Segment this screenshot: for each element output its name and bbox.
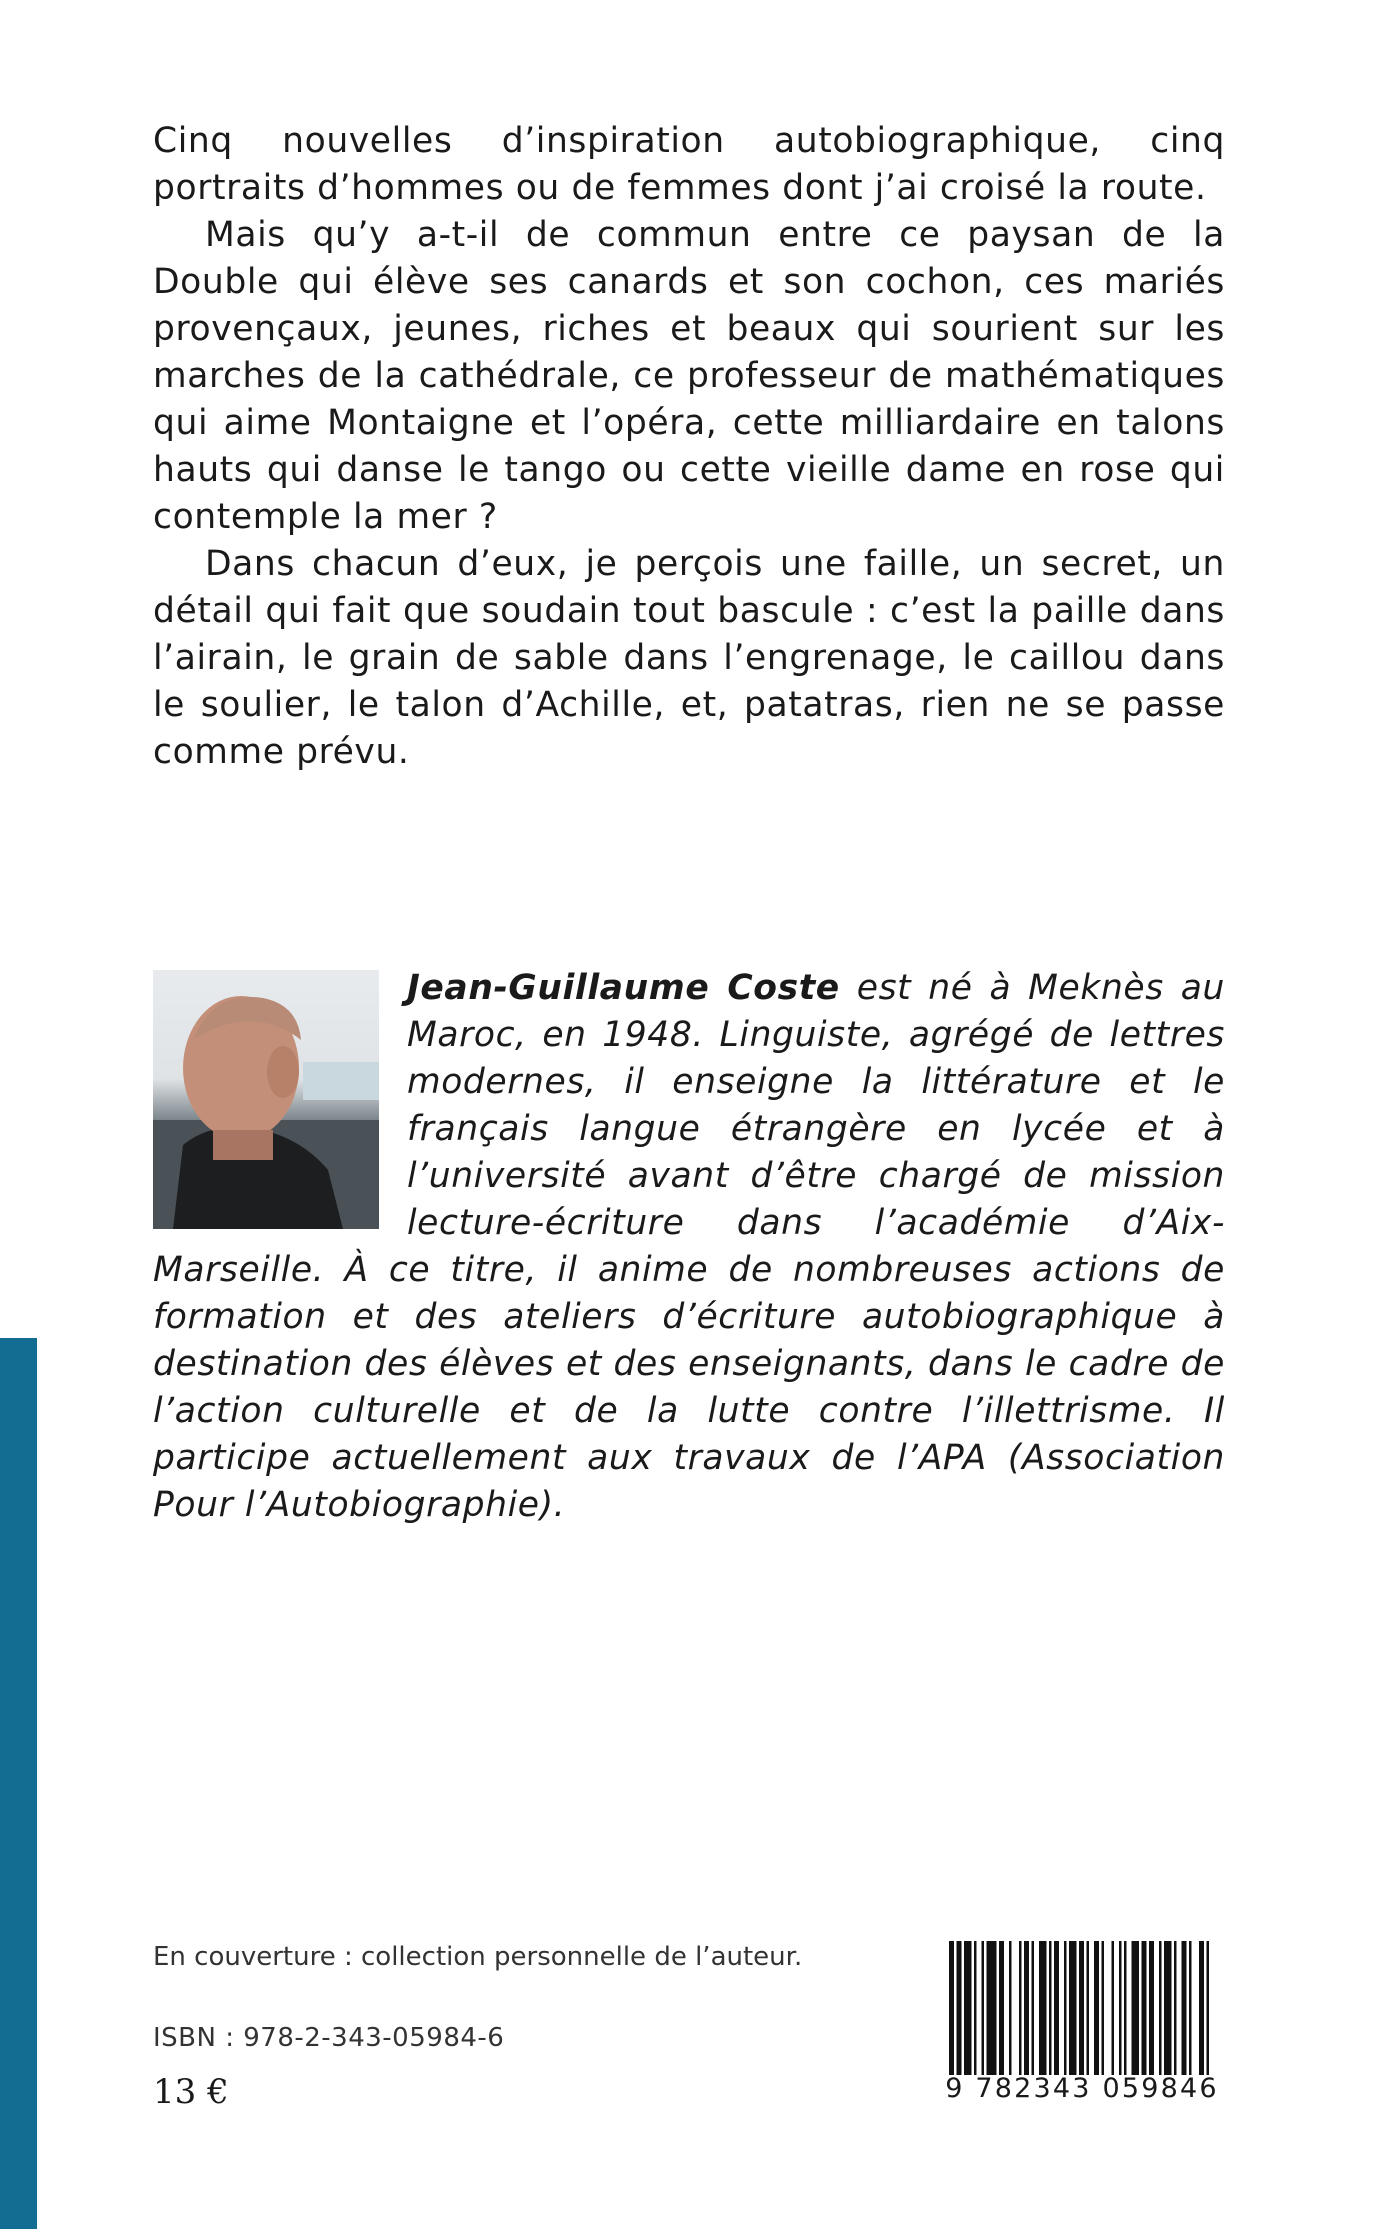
blurb [153, 118, 1225, 776]
barcode-bar [1119, 1941, 1122, 2091]
barcode-bar [1189, 1941, 1192, 2091]
barcode-bar [1032, 1941, 1035, 2091]
barcode-bar [1069, 1941, 1077, 2091]
barcode-bar [1039, 1941, 1047, 2091]
price: 13 € [153, 2072, 229, 2112]
barcode-bar [1149, 1941, 1154, 2091]
barcode-bar [1054, 1941, 1059, 2091]
author-name: Jean-Guillaume Coste [407, 968, 840, 1008]
barcode-bar [1164, 1941, 1172, 2091]
barcode-bar [964, 1941, 972, 2091]
cover-credit: En couverture : collection personnelle de l’auteur. [153, 1942, 803, 1972]
barcode-bar [974, 1941, 977, 2091]
barcode-bar [982, 1941, 985, 2091]
barcode-bar [1064, 1941, 1067, 2091]
barcode-bar [1199, 1941, 1204, 2091]
barcode-bar [1094, 1941, 1099, 2091]
barcode-bar [1102, 1941, 1105, 2091]
author-bio [153, 965, 1225, 1529]
author-photo [153, 970, 379, 1229]
blurb-paragraph-2: Mais qu’y a-t-il de commun entre ce paysan de la Double qui élève ses canards et son cochon, ces mariés provençaux, jeunes, riches et beaux qui sourient sur les marches de la cathédrale, ce professeur de mathématiques qui aime Montaigne et l’opéra, cette milliardaire en talons hauts qui danse le tango ou cette vieille dame en rose qui contemple la mer ? [153, 215, 1225, 537]
author-bio-text: est né à Meknès au Maroc, en 1948. Linguiste, agrégé de lettres modernes, il enseigne la littérature et le français langue étrangère en lycée et à l’université avant d’être chargé de mission lecture-écriture dans l’académie d’Aix-Marseille. À ce titre, il anime de nombreuses actions de formation et des ateliers d’écriture autobiographique à destination des élèves et des enseignants, dans le cadre de l’action culturelle et de la lutte contre l’illettrisme. Il participe actuellement aux travaux de l’APA (Association Pour l’Autobiographie). [153, 968, 1225, 1525]
spine-color-band [0, 1338, 37, 2229]
barcode-bar [957, 1941, 962, 2091]
barcode-bar [1182, 1941, 1187, 2091]
barcode-bar [1079, 1941, 1084, 2091]
barcode-bar [1019, 1941, 1022, 2091]
blurb-paragraph-3: Dans chacun d’eux, je perçois une faille, un secret, un détail qui fait que soudain tout bascule : c’est la paille dans l’airain, le grain de sable dans l’engrenage, le caillou dans le soulier, le talon d’Achille, et, patatras, rien ne se passe comme prévu. [153, 544, 1225, 772]
barcode-bar [987, 1941, 997, 2091]
author-portrait-illustration [153, 970, 379, 1229]
barcode-bar [1159, 1941, 1162, 2091]
barcode-bar [1049, 1941, 1052, 2091]
barcode-bar [1024, 1941, 1029, 2091]
barcode-bar [1132, 1941, 1140, 2091]
blurb-paragraph-1: Cinq nouvelles d’inspiration autobiographique, cinq portraits d’hommes ou de femmes dont j’ai croisé la route. [153, 121, 1225, 208]
barcode [941, 1941, 1223, 2104]
barcode-digits: 9 782343 059846 [941, 2075, 1223, 2103]
barcode-bar [1009, 1941, 1012, 2091]
barcode-bar [949, 1941, 954, 2091]
barcode-bar [1087, 1941, 1090, 2091]
barcode-bar [999, 1941, 1004, 2091]
barcode-bar [1112, 1941, 1115, 2091]
barcode-bar [1174, 1941, 1177, 2091]
barcode-bar [1124, 1941, 1127, 2091]
isbn-number: ISBN : 978-2-343-05984-6 [153, 2023, 505, 2053]
barcode-bar [1142, 1941, 1147, 2091]
barcode-bar [1207, 1941, 1210, 2091]
